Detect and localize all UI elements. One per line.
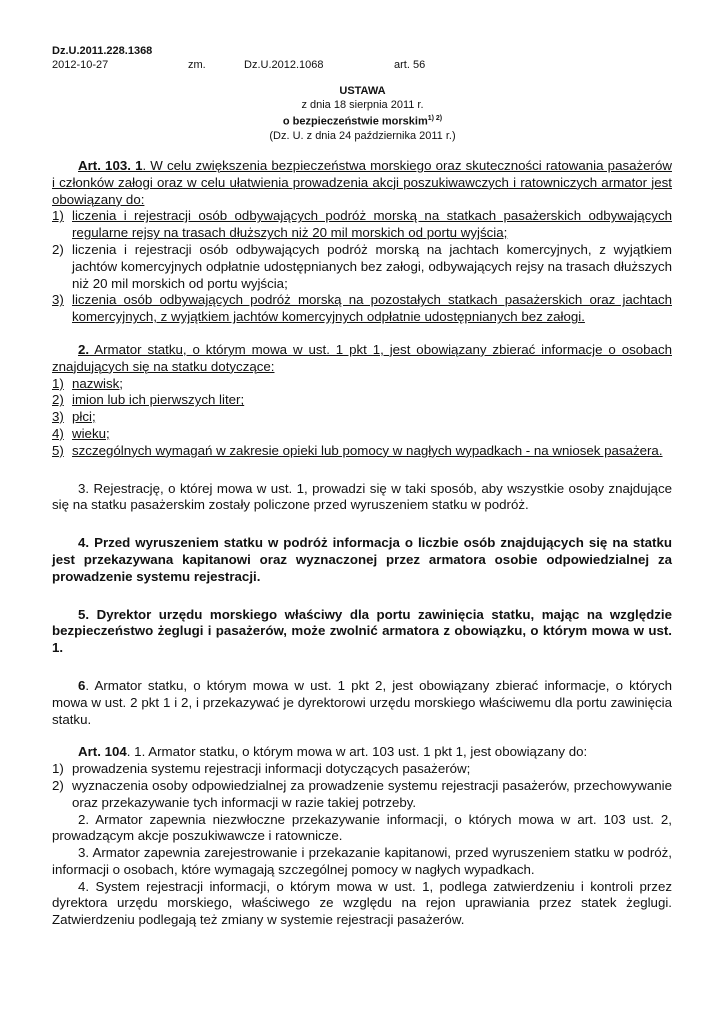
journal-reference: Dz.U.2011.228.1368: [52, 45, 153, 57]
art103-para2: 2. Armator statku, o którym mowa w ust. 1 pkt 1, jest obowiązany zbierać informacje o osobach znajdujących się na statku dotyczące:: [52, 341, 672, 374]
art104-para4: 4. System rejestracji informacji, o którym mowa w ust. 1, podlega zatwierdzeniu i kontroli przez dyrektora urzędu morskiego, właściwego ze względu na rejon uprawiania przez statek żeglugi. Zatwierdzeniu podlegają też zmiany w systemie rejestracji pasażerów.: [52, 878, 672, 928]
art104-para3: 3. Armator zapewnia zarejestrowanie i przekazanie kapitanowi, przed wyruszeniem statku w podróż, informacji o osobach, które wymagają szczególnej pomocy w nagłych wypadkach.: [52, 845, 672, 877]
meta-date: 2012-10-27: [52, 59, 109, 71]
list-item: 2) wyznaczenia osoby odpowiedzialnej za prowadzenie systemu rejestracji pasażerów, przechowywanie oraz przekazywanie tych informacji w razie takiej potrzeby.: [52, 777, 672, 810]
art103-para4: 4. Przed wyruszeniem statku w podróż informacja o liczbie osób znajdujących się na statku jest przekazywana kapitanowi oraz wyznaczonej przez armatora osobie odpowiedzialnej za prowadzenie systemu rejestracji.: [52, 535, 672, 584]
act-header: [0, 84, 725, 143]
amendment-reference: Dz.U.2012.1068: [244, 59, 324, 71]
act-subject: o bezpieczeństwie morskim: [282, 115, 428, 128]
act-date: z dnia 18 sierpnia 2011 r.: [301, 99, 424, 111]
art103-para1: Art. 103. 1. W celu zwiększenia bezpieczeństwa morskiego oraz skuteczności ratowania pasażerów i członków załogi oraz w celu ułatwienia prowadzenia akcji poszukiwawczych i ratowniczych armator jest obowiązany do:: [52, 158, 672, 207]
list-item: 4) wieku;: [52, 425, 110, 441]
amendment-row: [52, 58, 425, 72]
act-publication: (Dz. U. z dnia 24 października 2011 r.): [269, 129, 456, 142]
art103-para3: 3. Rejestrację, o której mowa w ust. 1, prowadzi się w taki sposób, aby wszystkie osoby znajdujące się na statku pasażerskim zostały policzone przed wyruszeniem statku w podróż.: [52, 480, 672, 513]
document-body: [52, 158, 672, 929]
document-meta: [52, 44, 425, 72]
amendment-article: art. 56: [394, 59, 426, 71]
act-title: USTAWA: [339, 85, 386, 97]
art104-label: Art. 104: [78, 744, 127, 760]
list-item: 1) nazwisk;: [52, 375, 123, 391]
list-item: 1) liczenia i rejestracji osób odbywających podróż morską na statkach pasażerskich odbywających regularne rejsy na trasach dłuższych niż 20 mil morskich od portu wyjścia;: [52, 208, 672, 241]
meta-zm: zm.: [188, 59, 206, 71]
art104-para2: 2. Armator zapewnia niezwłoczne przekazywanie informacji, o których mowa w art. 103 ust. 2, prowadzącym akcje poszukiwawcze i ratownicze.: [52, 811, 672, 844]
list-item: 5) szczególnych wymagań w zakresie opieki lub pomocy w nagłych wypadkach - na wniosek pasażera.: [52, 442, 663, 458]
list-item: 3) płci;: [52, 409, 96, 425]
list-item: 3) liczenia osób odbywających podróż morską na pozostałych statkach pasażerskich oraz jachtach komercyjnych, z wyjątkiem jachtów komercyjnych odpłatnie udostępnianych bez załogi.: [52, 292, 672, 325]
art103-para5: 5. Dyrektor urzędu morskiego właściwy dla portu zawinięcia statku, mając na względzie bezpieczeństwo żeglugi i pasażerów, może zwolnić armatora z obowiązku, o którym mowa w ust. 1.: [52, 606, 672, 656]
footnote-marker: 1) 2): [427, 115, 443, 122]
art103-para6: 6. Armator statku, o którym mowa w ust. 1 pkt 2, jest obowiązany zbierać informacje, o których mowa w ust. 2 pkt 1 i 2, i przekazywać je dyrektorowi urzędu morskiego właściwemu dla portu zawinięcia statku.: [52, 677, 672, 727]
art104-para1: Art. 104. 1. Armator statku, o którym mowa w art. 103 ust. 1 pkt 1, jest obowiązany do:: [78, 744, 588, 760]
list-item: 2) imion lub ich pierwszych liter;: [52, 392, 245, 408]
list-item: 1) prowadzenia systemu rejestracji informacji dotyczących pasażerów;: [52, 761, 471, 777]
list-item: 2) liczenia i rejestracji osób odbywających podróż morską na jachtach komercyjnych, z wyjątkiem jachtów komercyjnych odpłatnie udostępnianych bez załogi, odbywających rejsy na trasach dłuższych niż 20 mil morskich od portu wyjścia;: [52, 241, 672, 291]
art103-label: Art. 103. 1: [78, 158, 143, 173]
